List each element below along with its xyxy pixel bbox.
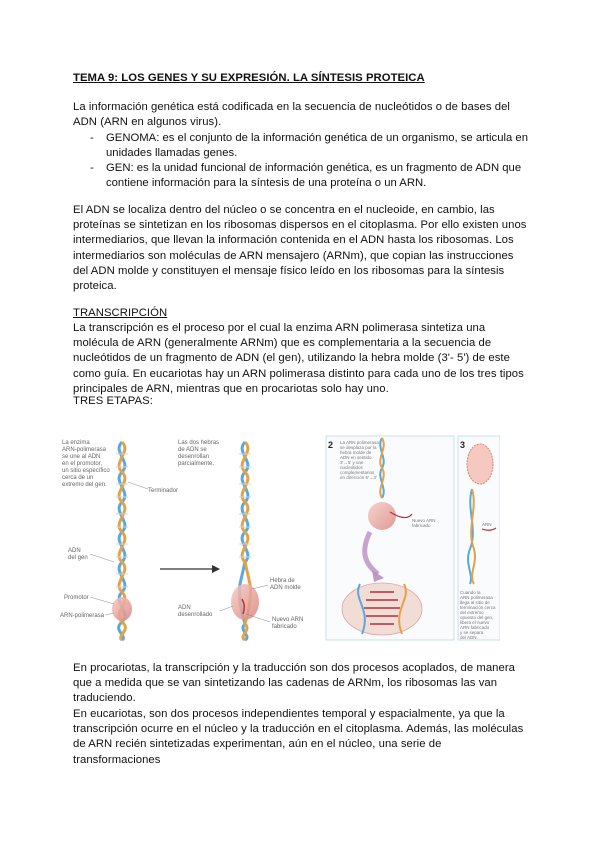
panel-3-caption-line: del extremo <box>460 610 484 615</box>
list-marker: - <box>90 132 94 144</box>
panel-3-caption-line: del ADN. <box>460 635 478 640</box>
panel-3-caption-line: terminación cerca <box>460 605 496 610</box>
hebra-molde-label: Hebra de <box>270 578 295 584</box>
panel-2-label: fabricado <box>412 523 431 528</box>
adn-desenrollado-label: ADN <box>178 605 191 611</box>
panel-3-caption-line: opuesto del gen, <box>460 615 494 620</box>
panel-2-caption-line: ADN en sentido <box>340 455 372 460</box>
panel-3-caption-line: llega al sitio de <box>460 600 490 605</box>
section-heading-transcripcion: TRANSCRIPCIÓN <box>73 307 168 319</box>
left-caption-line: un sitio específico <box>62 468 110 474</box>
mid-caption-line: parcialmente. <box>178 461 215 467</box>
page-title: TEMA 9: LOS GENES Y SU EXPRESIÓN. LA SÍNTESIS PROTEICA <box>73 72 425 84</box>
panel-2-caption-line: 3'→5' y une <box>340 460 364 465</box>
dna-helix-2 <box>231 442 259 640</box>
left-caption-line: se une al ADN <box>62 454 101 460</box>
arn-polimerasa-label: ARN-polimerasa <box>60 613 105 619</box>
left-caption-line: cerca de un <box>62 475 94 481</box>
nuevo-arn-label: Nuevo ARN <box>272 617 304 623</box>
list-item-text: GEN: es la unidad funcional de información genética, es un fragmento de ADN que contiene información para la síntesis de una proteína o un ARN. <box>106 162 522 190</box>
panel-2-caption-line: en dirección 5'→3' <box>340 475 377 480</box>
terminador-label: Terminador <box>148 488 179 494</box>
panel-3-caption-line: y se separa <box>460 630 484 635</box>
panel-3-caption-line: ARN polimerasa <box>460 595 493 600</box>
panel-2 <box>326 436 454 640</box>
paragraph-procariotas: En procariotas, la transcripción y la traducción son dos procesos acoplados, de manera que a medida que se van sintetizando las cadenas de ARNm, los ribosomas las van traduciendo. <box>73 662 515 705</box>
panel-3-caption-line: Cuando la <box>460 590 481 595</box>
left-caption <box>62 440 110 488</box>
promotor-label: Promotor <box>64 595 89 601</box>
list-item-text: GENOMA: es el conjunto de la información genética de un organismo, se articula en unidades llamadas genes. <box>106 132 528 160</box>
left-caption-line: ARN-polimerasa <box>62 447 107 453</box>
adn-gen-label: del gen <box>68 555 88 561</box>
paragraph-intermediarios: El ADN se localiza dentro del núcleo o se concentra en el nucleoide, en cambio, las proteínas se sintetizan en los ribosomas dispersos en el citoplasma. Por ello existen unos intermediarios, que llevan la información contenida en el ADN hasta los ribosomas. Los intermediarios son moléculas de ARN mensajero (ARNm), que copian las instrucciones del ADN molde y constituyen el mensaje físico leído en los ribosomas para la síntesis proteica. <box>73 204 527 293</box>
panel-2-caption-line: se desplaza por la <box>340 445 377 450</box>
mid-caption-line: de ADN se <box>178 447 207 453</box>
adn-desenrollado-label: desenrollado <box>178 612 213 618</box>
polymerase-3 <box>368 502 396 530</box>
list-marker: - <box>90 162 94 174</box>
panel-2-label: Nuevo ARN <box>412 518 436 523</box>
transcription-figure <box>60 434 500 642</box>
dna-helix-1 <box>112 442 132 640</box>
arrow-icon <box>160 565 220 573</box>
list-item-gen <box>90 161 530 191</box>
panel-2-caption-line: hebra molde de <box>340 450 372 455</box>
panel-2-caption-line: complementarios <box>340 470 375 475</box>
panel-3-caption-line: libera el nuevo <box>460 620 490 625</box>
left-caption-line: La enzima <box>62 440 90 446</box>
mid-caption-line: Las dos hebras <box>178 440 220 446</box>
polymerase-1 <box>112 597 132 621</box>
adn-gen-label: ADN <box>68 548 81 554</box>
paragraph-transcripcion: La transcripción es el proceso por el cual la enzima ARN polimerasa sintetiza una molécula de ARN (generalmente ARNm) que es complementaria a la secuencia de nucleótidos de un fragmento de ADN (el gen), utilizando la hebra molde (3'- 5') de este como guía. En eucariotas hay un ARN polimerasa distinto para cada uno de los tres tipos principales de ARN, mientras que en procariotas solo hay uno. <box>73 322 524 395</box>
tres-etapas-label: TRES ETAPAS: <box>73 395 153 407</box>
list-item-genoma <box>90 131 530 161</box>
panel-3-label: ARN <box>482 522 492 527</box>
panel-2-number: 2 <box>328 440 334 450</box>
intro-paragraph: La información genética está codificada en la secuencia de nucleótidos o de bases del ADN (ARN en algunos virus). <box>73 101 510 129</box>
mid-caption <box>178 440 219 467</box>
panel-2-caption-line: La ARN polimerasa <box>340 440 379 445</box>
hebra-molde-label: ADN molde <box>270 585 301 591</box>
panel-3-caption-line: ARN fabricado <box>460 625 490 630</box>
paragraph-eucariotas: En eucariotas, son dos procesos independientes temporal y espacialmente, ya que la transcripción ocurre en el núcleo y la traducción en el citoplasma. Además, las moléculas de ARN recién sintetizadas experimentan, aún en el núcleo, una serie de transformaciones <box>73 708 524 766</box>
nuevo-arn-label: fabricado <box>272 624 297 630</box>
mid-caption-line: desenrollan <box>178 454 210 460</box>
left-caption-line: en el promotor, <box>62 461 103 467</box>
panel-2-caption-line: nucleótidos <box>340 465 363 470</box>
polymerase-2 <box>231 584 259 620</box>
panel-3-number: 3 <box>460 440 466 450</box>
left-caption-line: extremo del gen. <box>62 482 107 488</box>
panel-3 <box>458 436 500 640</box>
